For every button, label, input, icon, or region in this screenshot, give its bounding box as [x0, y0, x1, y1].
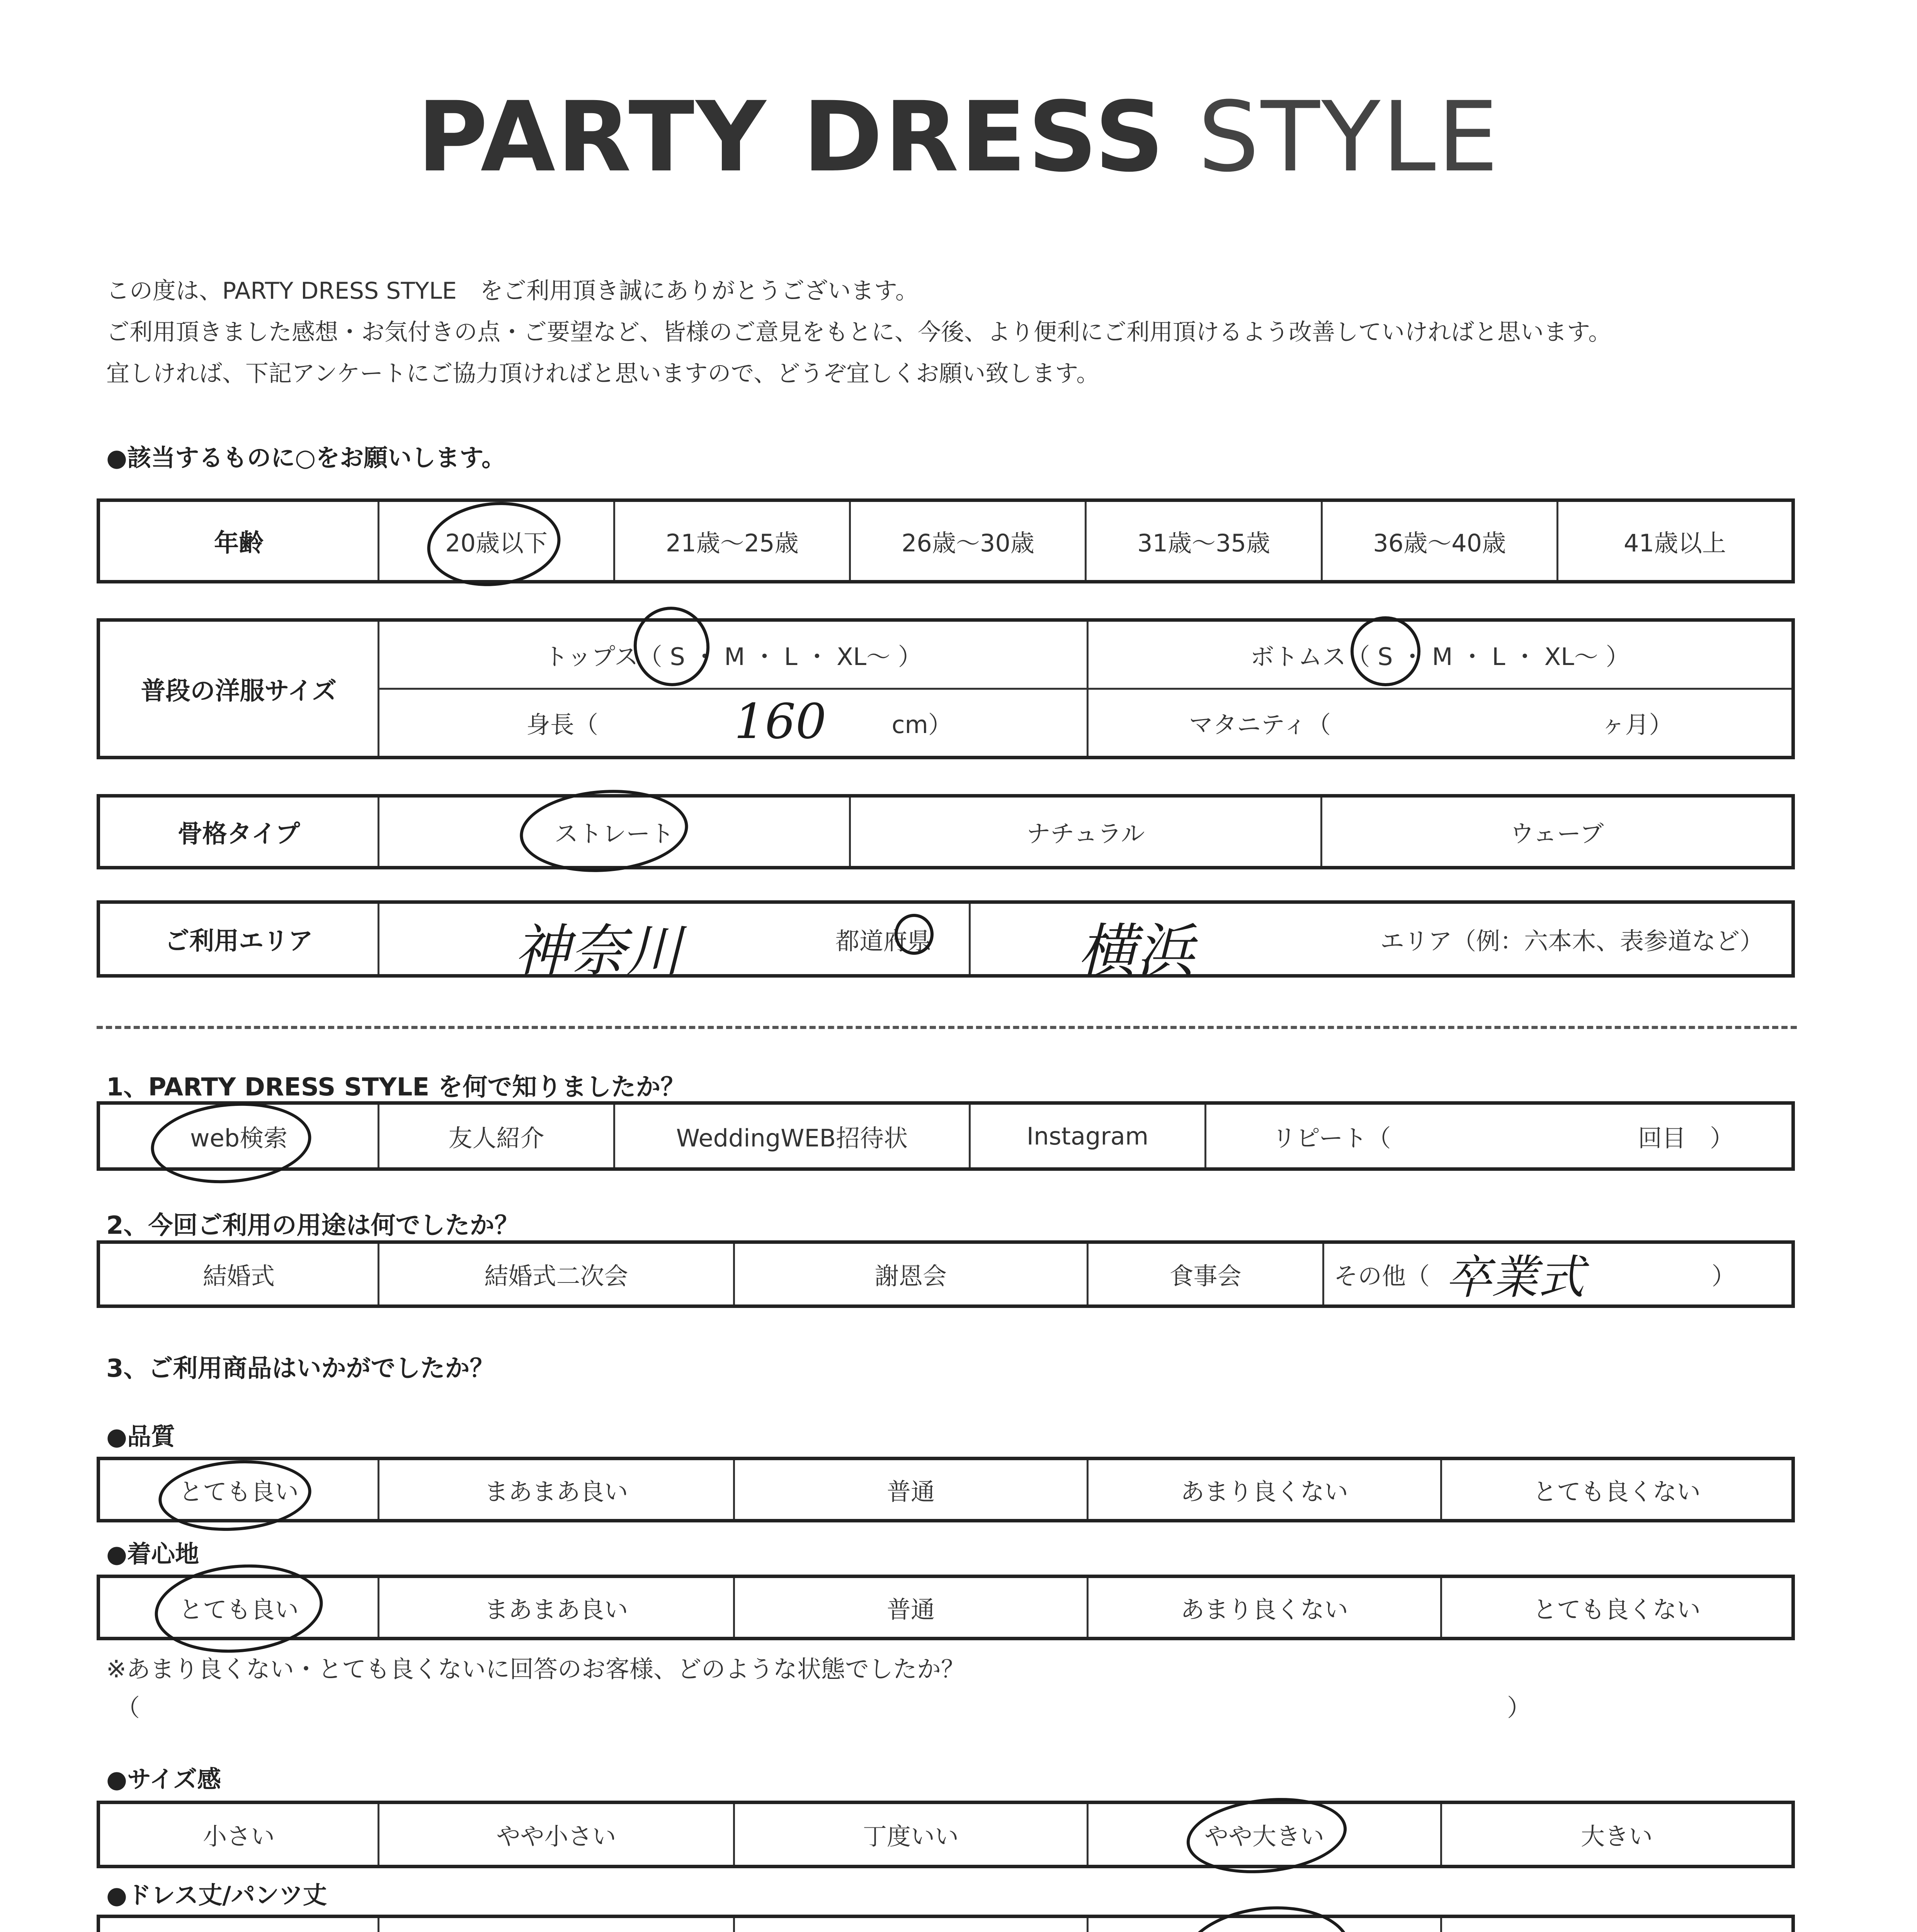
area-table	[97, 900, 1795, 978]
frame-table	[97, 794, 1795, 869]
maternity-label: マタニティ（	[1189, 711, 1331, 739]
tops-size-cell[interactable]: トップス（ S ・ M ・ L ・ XL〜 ）	[379, 620, 1088, 689]
fit-label: ●サイズ感	[106, 1765, 221, 1793]
q2-option[interactable]: 結婚式二次会	[379, 1242, 734, 1306]
quality-option[interactable]: あまり良くない	[1088, 1459, 1441, 1521]
intro-text	[106, 270, 1611, 395]
profile-heading: ●該当するものに○をお願いします。	[106, 444, 506, 472]
age-label: 年齢	[99, 500, 379, 582]
age-option[interactable]: 41歳以上	[1557, 500, 1793, 582]
height-unit: cm）	[891, 711, 952, 739]
other-handwritten: 卒業式	[1445, 1251, 1584, 1304]
maternity-unit: ヶ月）	[1601, 711, 1673, 739]
comfort-option[interactable]: あまり良くない	[1088, 1577, 1441, 1639]
length-option[interactable]	[1441, 1917, 1793, 1932]
comfort-option[interactable]: 普通	[734, 1577, 1088, 1639]
age-option[interactable]: 26歳〜30歳	[850, 500, 1086, 582]
comfort-option[interactable]: とても良い	[99, 1577, 379, 1639]
quality-option[interactable]: とても良くない	[1441, 1459, 1793, 1521]
age-table	[97, 498, 1795, 583]
prefecture-handwritten: 神奈川	[514, 918, 682, 984]
q3-title: 3、ご利用商品はいかがでしたか？	[106, 1354, 495, 1383]
quality-option[interactable]: まあまあ良い	[379, 1459, 734, 1521]
intro-line: ご利用頂きました感想・お気付きの点・ご要望など、皆様のご意見をもとに、今後、より便利にご利用頂けるよう改善していければと思います。	[106, 319, 1612, 346]
age-option[interactable]: 36歳〜40歳	[1322, 500, 1557, 582]
age-option[interactable]: 20歳以下	[379, 500, 614, 582]
intro-line: 宜しければ、下記アンケートにご協力頂ければと思いますので、どうぞ宜しくお願い致します。	[106, 360, 1100, 387]
comfort-label: ●着心地	[106, 1540, 199, 1568]
quality-option[interactable]: とても良い	[99, 1459, 379, 1521]
q1-option[interactable]: 友人紹介	[379, 1103, 614, 1169]
answer-paren-open[interactable]: （	[116, 1694, 140, 1722]
answer-paren-close: ）	[1507, 1694, 1531, 1722]
area-suffix: エリア（例：六本木、表参道など）	[1380, 927, 1764, 955]
q1-option[interactable]: WeddingWEB招待状	[614, 1103, 970, 1169]
fit-option[interactable]: 大きい	[1441, 1803, 1793, 1867]
quality-table	[97, 1457, 1795, 1522]
prefecture-suffix: 都道府県	[835, 927, 932, 955]
logo-light-text: STYLE	[1198, 81, 1500, 193]
quality-option[interactable]: 普通	[734, 1459, 1088, 1521]
section-divider	[97, 1026, 1797, 1029]
height-handwritten: 160	[734, 694, 827, 750]
fit-option[interactable]: やや大きい	[1088, 1803, 1441, 1867]
bottoms-size-cell[interactable]: ボトムス（ S ・ M ・ L ・ XL〜 ）	[1088, 620, 1793, 689]
other-label: その他（	[1334, 1262, 1430, 1290]
q1-title: 1、PARTY DRESS STYLE を何で知りましたか？	[106, 1073, 685, 1102]
fit-option[interactable]: やや小さい	[379, 1803, 734, 1867]
quality-label: ●品質	[106, 1422, 175, 1451]
area-label: ご利用エリア	[99, 902, 379, 976]
frame-label: 骨格タイプ	[99, 796, 379, 868]
repeat-cell[interactable]	[1206, 1103, 1793, 1169]
age-option[interactable]: 31歳〜35歳	[1086, 500, 1322, 582]
length-table	[97, 1915, 1795, 1932]
length-label: ●ドレス丈/パンツ丈	[106, 1881, 327, 1909]
q2-title: 2、今回ご利用の用途は何でしたか？	[106, 1211, 519, 1240]
selection-circle	[1351, 616, 1420, 686]
q1-table	[97, 1101, 1795, 1171]
brand-logo	[0, 81, 1917, 193]
frame-option[interactable]: ストレート	[379, 796, 850, 868]
fit-option[interactable]: 小さい	[99, 1803, 379, 1867]
length-option[interactable]	[379, 1917, 734, 1932]
frame-option[interactable]: ナチュラル	[850, 796, 1322, 868]
size-label: 普段の洋服サイズ	[99, 620, 379, 758]
area-handwritten: 横浜	[1078, 918, 1194, 985]
height-label: 身長（	[526, 711, 599, 739]
logo-bold-text: PARTY DRESS	[417, 81, 1166, 193]
age-option[interactable]: 21歳〜25歳	[614, 500, 850, 582]
q1-option[interactable]: Instagram	[970, 1103, 1206, 1169]
fit-table	[97, 1801, 1795, 1868]
frame-option[interactable]: ウェーブ	[1322, 796, 1793, 868]
fit-option[interactable]: 丁度いい	[734, 1803, 1088, 1867]
length-option[interactable]	[734, 1917, 1088, 1932]
quality-bad-note: ※あまり良くない・とても良くないに回答のお客様、どのような状態でしたか？	[106, 1655, 965, 1683]
q1-option[interactable]: web検索	[99, 1103, 379, 1169]
repeat-unit: 回目 ）	[1638, 1124, 1734, 1152]
comfort-table	[97, 1575, 1795, 1640]
height-cell[interactable]	[379, 689, 1088, 758]
q2-option[interactable]: 結婚式	[99, 1242, 379, 1306]
other-close: ）	[1711, 1262, 1736, 1290]
maternity-cell[interactable]	[1088, 689, 1793, 758]
comfort-option[interactable]: まあまあ良い	[379, 1577, 734, 1639]
q2-option[interactable]: 謝恩会	[734, 1242, 1088, 1306]
selection-circle	[895, 914, 934, 955]
intro-line: この度は、PARTY DRESS STYLE をご利用頂き誠にありがとうございます。	[106, 277, 919, 304]
repeat-label: リピート（	[1272, 1124, 1391, 1152]
size-table	[97, 618, 1795, 759]
q2-option[interactable]: 食事会	[1088, 1242, 1323, 1306]
length-option[interactable]	[99, 1917, 379, 1932]
comfort-option[interactable]: とても良くない	[1441, 1577, 1793, 1639]
selection-circle	[151, 1558, 327, 1659]
